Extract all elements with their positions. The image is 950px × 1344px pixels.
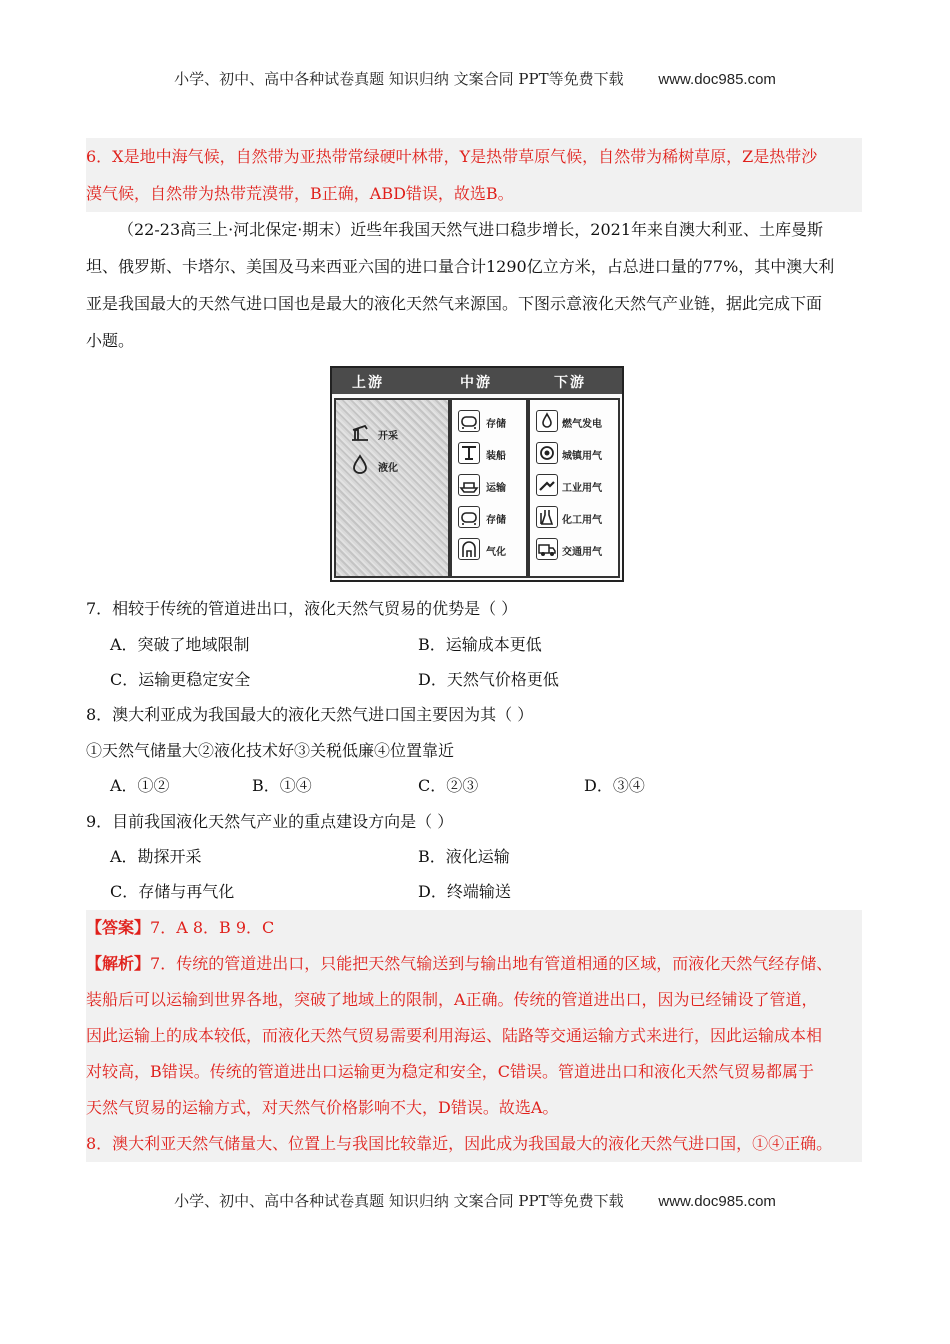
intro-line: 坦、俄罗斯、卡塔尔、美国及马来西亚六国的进口量合计1290亿立方米，占总进口量的77%，其中澳大利	[86, 257, 835, 276]
answer-line	[86, 910, 862, 946]
q8-option-c[interactable]: C．②③	[418, 776, 479, 795]
q9-option-b[interactable]: B．液化运输	[418, 847, 510, 866]
analysis-line: 8．澳大利亚天然气储量大、位置上与我国比较靠近，因此成为我国最大的液化天然气进口国，①④正确。	[86, 1134, 833, 1153]
analysis-line	[86, 946, 862, 982]
ship-icon	[458, 474, 480, 496]
intro-line: （22-23高三上·河北保定·期末）近些年我国天然气进口稳步增长，2021年来自澳大利亚、土库曼斯	[118, 220, 824, 239]
question-9-stem: 9．目前我国液化天然气产业的重点建设方向是（ ）	[86, 812, 454, 831]
flame-icon	[350, 454, 370, 474]
analysis-line: 装船后可以运输到世界各地，突破了地域上的限制，A正确。传统的管道进出口，因为已经铺设了管道，	[86, 990, 818, 1009]
lng-industry-chain-figure	[330, 366, 624, 582]
q9-option-a[interactable]: A．勘探开采	[110, 847, 202, 866]
tank-icon	[458, 506, 480, 528]
upstream-item-label: 开采	[378, 431, 398, 442]
midstream-item-label: 装船	[486, 451, 506, 462]
q9-option-d[interactable]: D．终端输送	[418, 882, 511, 901]
downstream-item-label: 燃气发电	[562, 419, 602, 430]
answer-6-block	[86, 138, 862, 212]
oil-pump-icon	[350, 422, 370, 442]
q8-option-a[interactable]: A．①②	[110, 776, 170, 795]
answer-6-line: 6．X是地中海气候，自然带为亚热带常绿硬叶林带，Y是热带草原气候，自然带为稀树草原，Z是热带沙	[86, 147, 818, 166]
q8-option-b[interactable]: B．①④	[252, 776, 312, 795]
downstream-item-label: 交通用气	[562, 547, 602, 558]
downstream-item-label: 工业用气	[562, 483, 602, 494]
header-site-link[interactable]: www.doc985.com	[658, 71, 776, 88]
intro-line: 小题。	[86, 331, 135, 350]
midstream-item-label: 运输	[486, 483, 506, 494]
q7-option-c[interactable]: C．运输更稳定安全	[110, 670, 251, 689]
midstream-item-label: 气化	[486, 547, 506, 558]
midstream-item-label: 存储	[486, 515, 506, 526]
analysis-line: 因此运输上的成本较低，而液化天然气贸易需要利用海运、陆路等交通运输方式来进行，因此运输成本相	[86, 1026, 823, 1045]
truck-icon	[536, 538, 558, 560]
upstream-item-label: 液化	[378, 463, 398, 474]
analysis-line: 对较高，B错误。传统的管道进出口运输更为稳定和安全，C错误。管道进出口和液化天然气贸易都属于	[86, 1062, 815, 1081]
footer-text: 小学、初中、高中各种试卷真题 知识归纳 文案合同 PPT等免费下载	[174, 1192, 624, 1210]
q9-option-c[interactable]: C．存储与再气化	[110, 882, 235, 901]
q8-option-d[interactable]: D．③④	[584, 776, 645, 795]
tank-icon	[458, 410, 480, 432]
question-8-choices: ①天然气储量大②液化技术好③关税低廉④位置靠近	[86, 741, 455, 760]
q7-option-d[interactable]: D．天然气价格更低	[418, 670, 559, 689]
figure-header-bar	[332, 368, 622, 394]
vaporizer-icon	[458, 538, 480, 560]
footer-site-link[interactable]: www.doc985.com	[658, 1193, 776, 1210]
downstream-panel	[528, 398, 620, 578]
page-header	[0, 68, 950, 89]
question-8-stem: 8．澳大利亚成为我国最大的液化天然气进口国主要因为其（ ）	[86, 705, 534, 724]
answer-analysis-block	[86, 910, 862, 1162]
header-text: 小学、初中、高中各种试卷真题 知识归纳 文案合同 PPT等免费下载	[174, 70, 624, 88]
answer-6-line: 漠气候，自然带为热带荒漠带，B正确，ABD错误，故选B。	[86, 184, 514, 203]
midstream-item-label: 存储	[486, 419, 506, 430]
midstream-panel	[450, 398, 528, 578]
header-downstream: 下游	[554, 375, 586, 391]
q7-option-b[interactable]: B．运输成本更低	[418, 635, 542, 654]
page-footer	[0, 1190, 950, 1211]
downstream-item-label: 化工用气	[562, 515, 602, 526]
analysis-text: 7．传统的管道进出口，只能把天然气输送到与输出地有管道相通的区域，而液化天然气经存储、	[150, 954, 833, 973]
intro-line: 亚是我国最大的天然气进口国也是最大的液化天然气来源国。下图示意液化天然气产业链，据此完成下面	[86, 294, 823, 313]
pipe-icon	[536, 474, 558, 496]
loading-arm-icon	[458, 442, 480, 464]
q7-option-a[interactable]: A．突破了地域限制	[110, 635, 250, 654]
analysis-tag: 【解析】	[86, 954, 151, 973]
analysis-line: 天然气贸易的运输方式，对天然气价格影响不大，D错误。故选A。	[86, 1098, 559, 1117]
answer-tag: 【答案】	[86, 918, 151, 937]
downstream-item-label: 城镇用气	[562, 451, 602, 462]
answer-values: 7．A 8．B 9．C	[150, 918, 275, 937]
flame-drop-icon	[536, 410, 558, 432]
header-midstream: 中游	[460, 375, 492, 391]
flask-icon	[536, 506, 558, 528]
upstream-panel	[334, 398, 450, 578]
question-7-stem: 7．相较于传统的管道进出口，液化天然气贸易的优势是（ ）	[86, 599, 518, 618]
stove-icon	[536, 442, 558, 464]
intro-paragraph	[86, 211, 862, 359]
header-upstream: 上游	[352, 375, 384, 391]
